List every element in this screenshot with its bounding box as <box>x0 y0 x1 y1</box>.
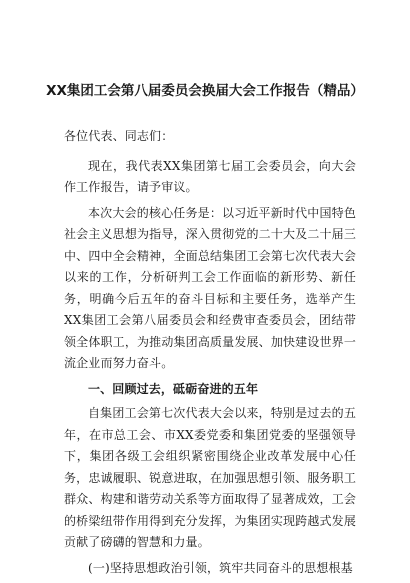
section-heading: 一、回顾过去，砥砺奋进的五年 <box>88 381 259 396</box>
document-title: XX集团工会第八届委员会换届大会工作报告（精品） <box>46 83 364 99</box>
sub-heading: (一)坚持思想政治引领，筑牢共同奋斗的思想根基 <box>88 560 353 575</box>
paragraph-review: 自集团工会第七次代表大会以来，特别是过去的五年，在市总工会、市XX委党委和集团党委的坚强领导下，集团各级工会组织紧密围绕企业改革发展中心任务，忠诚履职、锐意进取，在加强思想引领、服务职工群众、构建和谐劳动关系等方面取得了显著成效，工会的桥梁纽带作用得到充分发挥，为集团实现跨越式发展贡献了磅礴的智慧和力量。 <box>64 406 356 549</box>
document-body <box>64 126 356 583</box>
salutation: 各位代表、同志们： <box>64 129 174 143</box>
paragraph-core-task: 本次大会的核心任务是：以习近平新时代中国特色社会主义思想为指导，深入贯彻党的二十大及二十届三中、四中全会精神，全面总结集团工会第七次代表大会以来的工作，分析研判工会工作面临的新形势、新任务，明确今后五年的奋斗目标和主要任务，选举产生XX集团工会第八届委员会和经费审查委员会，团结带领全体职工，为推动集团高质量发展、加快建设世界一流企业而努力奋斗。 <box>64 205 356 370</box>
paragraph-opening: 现在，我代表XX集团第七届工会委员会，向大会作工作报告，请予审议。 <box>64 158 356 194</box>
